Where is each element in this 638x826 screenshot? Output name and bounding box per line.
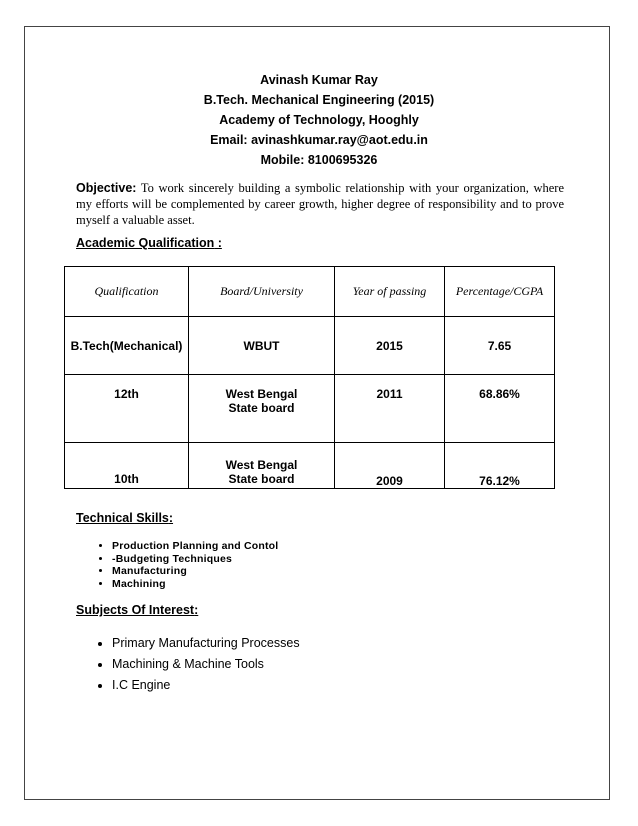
cell-year: [335, 443, 445, 489]
cell-score: 68.86%: [445, 375, 555, 443]
interests-title-text: Subjects Of Interest: [76, 603, 195, 617]
list-item: • Primary Manufacturing Processes: [112, 633, 300, 654]
list-item: • -Budgeting Techniques: [112, 553, 278, 566]
academic-title: [76, 236, 222, 250]
interests-title: [76, 603, 198, 617]
resume-header: [0, 70, 638, 170]
skills-title-colon: :: [168, 511, 174, 525]
list-item: • Machining & Machine Tools: [112, 654, 300, 675]
cell-board-line1: West Bengal: [225, 387, 298, 401]
cell-year-text: 2009: [376, 474, 403, 488]
header-score: Percentage/CGPA: [445, 267, 555, 317]
table-row: [65, 375, 555, 443]
academic-title-colon: :: [214, 236, 222, 250]
table-row: [65, 443, 555, 489]
objective-label: Objective:: [76, 181, 137, 195]
list-item: • Production Planning and Contol: [112, 540, 278, 553]
qualification-table: [64, 266, 555, 489]
academic-title-text: Academic Qualification: [76, 236, 215, 250]
list-item: • Manufacturing: [112, 565, 278, 578]
mobile: Mobile: 8100695326: [260, 153, 378, 167]
email: Email: avinashkumar.ray@aot.edu.in: [210, 133, 428, 147]
skills-list: [76, 540, 278, 590]
cell-year: 2011: [335, 375, 445, 443]
table-header-row: [65, 267, 555, 317]
cell-board: WBUT: [189, 317, 335, 375]
cell-qualification: 10th: [65, 443, 189, 489]
skills-title-text: Technical Skills: [76, 511, 169, 525]
cell-year: 2015: [335, 317, 445, 375]
objective-text: To work sincerely building a symbolic relationship with your organization, where my efforts will be complemented by career growth, higher degree of responsibility and to prove myself a valuable asset.: [76, 181, 564, 227]
cell-board: [189, 443, 335, 489]
interests-list: [76, 633, 300, 696]
degree: B.Tech. Mechanical Engineering (2015): [203, 93, 435, 107]
cell-board-line1: West Bengal: [225, 458, 298, 472]
college: Academy of Technology, Hooghly: [219, 113, 419, 127]
skills-title: [76, 511, 173, 525]
table-row: [65, 317, 555, 375]
cell-qualification: B.Tech(Mechanical): [65, 317, 189, 375]
interests-title-colon: :: [194, 603, 199, 617]
cell-board-line2: State board: [228, 472, 295, 486]
cell-score-text: 76.12%: [479, 474, 520, 488]
header-year: Year of passing: [335, 267, 445, 317]
cell-score: [445, 443, 555, 489]
list-item: • I.C Engine: [112, 675, 300, 696]
header-qualification: Qualification: [65, 267, 189, 317]
candidate-name: Avinash Kumar Ray: [260, 73, 378, 87]
cell-score: 7.65: [445, 317, 555, 375]
cell-qualification: 12th: [65, 375, 189, 443]
cell-board: [189, 375, 335, 443]
cell-board-line2: State board: [228, 401, 295, 415]
objective-paragraph: [76, 180, 564, 228]
header-board: Board/University: [189, 267, 335, 317]
list-item: • Machining: [112, 578, 278, 591]
